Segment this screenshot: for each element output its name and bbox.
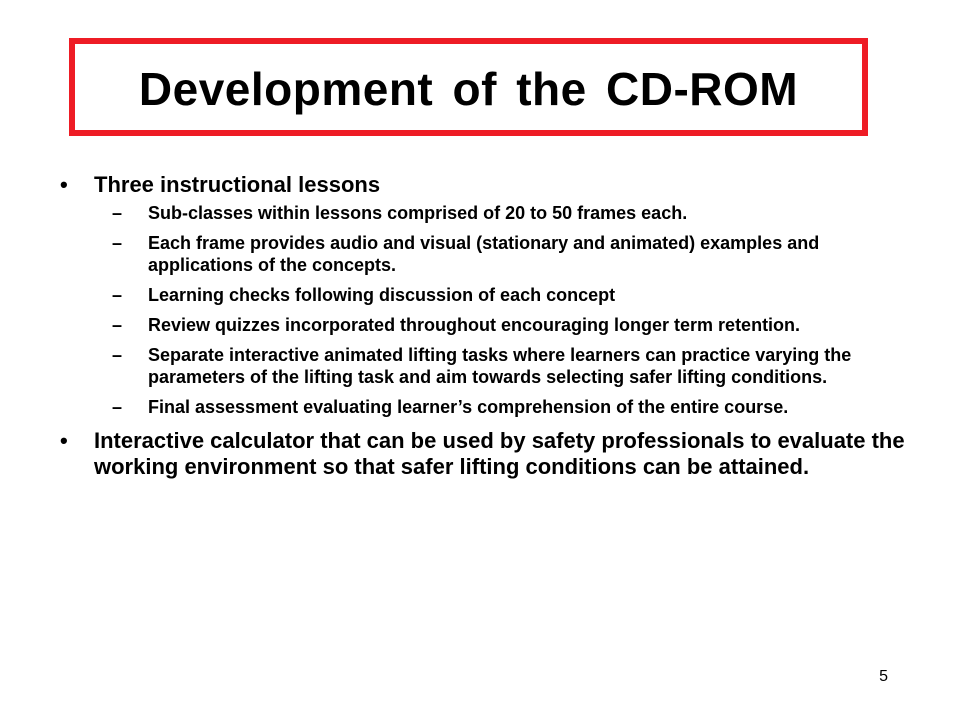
sub-bullet-text: Learning checks following discussion of each concept xyxy=(148,285,616,305)
sub-bullet-item xyxy=(104,202,920,224)
bullet-text: Interactive calculator that can be used by safety professionals to evaluate the working environment so that safer lifting conditions can be attained. xyxy=(94,428,905,479)
sub-bullet-text: Separate interactive animated lifting tasks where learners can practice varying the parameters of the lifting task and aim towards selecting safer lifting conditions. xyxy=(148,345,852,387)
sub-bullet-text: Review quizzes incorporated throughout encouraging longer term retention. xyxy=(148,315,801,335)
bullet-icon: • xyxy=(60,172,68,197)
dash-icon: – xyxy=(112,315,123,335)
page-number: 5 xyxy=(879,668,888,685)
dash-icon: – xyxy=(112,203,123,223)
bullet-text: Three instructional lessons xyxy=(94,172,381,197)
bullet-list xyxy=(60,172,920,480)
bullet-icon: • xyxy=(60,428,68,453)
sub-bullet-text: Final assessment evaluating learner’s comprehension of the entire course. xyxy=(148,397,789,417)
sub-bullet-item xyxy=(104,314,920,336)
dash-icon: – xyxy=(112,397,123,417)
slide-title: Development of the CD-ROM xyxy=(138,63,799,115)
dash-icon: – xyxy=(112,285,123,305)
dash-icon: – xyxy=(112,345,123,365)
sub-bullet-item xyxy=(104,396,920,418)
dash-icon: – xyxy=(112,233,123,253)
bullet-item xyxy=(60,428,920,480)
sub-bullet-item xyxy=(104,344,920,388)
sub-bullet-text: Each frame provides audio and visual (stationary and animated) examples and applications of the concepts. xyxy=(148,233,820,275)
sub-bullet-item xyxy=(104,232,920,276)
title-box xyxy=(69,38,868,136)
slide-body xyxy=(60,172,920,480)
sub-bullet-text: Sub-classes within lessons comprised of 20 to 50 frames each. xyxy=(148,203,688,223)
sub-bullet-item xyxy=(104,284,920,306)
sub-bullet-list xyxy=(94,202,920,418)
bullet-item xyxy=(60,172,920,418)
